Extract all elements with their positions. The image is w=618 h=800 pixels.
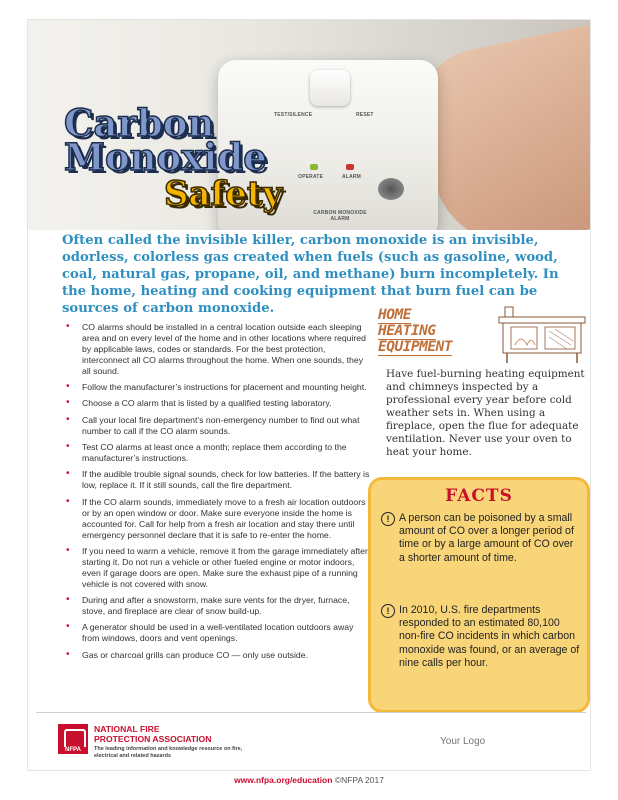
list-item-text: If the CO alarm sounds, immediately move to a fresh air location outdoors or by an open window or door. Make sure everyone inside the home is accounted for. Call for help from a fresh air location and stay there until emergency personnel declare that it is safe to re-enter the home. <box>82 496 366 540</box>
home-heating-logo-line: HEATING <box>378 323 436 339</box>
device-label-operate: OPERATE <box>298 174 324 180</box>
bullet-icon: • <box>66 413 70 425</box>
hero-banner <box>28 20 590 230</box>
footer-divider <box>36 712 586 713</box>
device-label-model: CARBON MONOXIDE ALARM <box>313 210 367 222</box>
title-safety: Safety <box>164 174 283 214</box>
list-item-text: If you need to warm a vehicle, remove it from the garage immediately after starting it. Do not run a vehicle or other fueled engine or motor indoors, even if garage doors are open. Make sure the exhaust pipe of a running vehicle is not covered with snow. <box>82 545 368 589</box>
your-logo-placeholder: Your Logo <box>440 736 486 747</box>
list-item <box>60 595 370 617</box>
exclamation-icon: ! <box>381 604 395 618</box>
bullet-icon: • <box>66 544 70 556</box>
fact-item <box>381 604 581 670</box>
list-item-text: Choose a CO alarm that is listed by a qualified testing laboratory. <box>82 398 332 409</box>
operate-led-icon <box>310 164 318 170</box>
bullet-icon: • <box>66 321 70 332</box>
fact-text: A person can be poisoned by a small amount of CO over a longer period of time or by a large amount of CO over a shorter amount of time. <box>399 512 574 564</box>
list-item <box>60 398 370 409</box>
bullet-icon: • <box>66 594 70 606</box>
list-item-text: A generator should be used in a well-ventilated location outdoors away from windows, doors and vent openings. <box>82 622 354 644</box>
bullet-icon: • <box>66 441 70 453</box>
bullet-icon: • <box>66 397 70 409</box>
list-item <box>60 622 370 644</box>
list-item <box>60 469 370 491</box>
nfpa-logo-frame-icon <box>64 729 86 747</box>
home-heating-text: Have fuel-burning heating equipment and chimneys inspected by a professional every year before cold weather sets in. When using a fireplace, open the flue for adequate ventilation. Never use your oven to heat your home. <box>386 368 585 458</box>
facts-title: FACTS <box>445 486 513 506</box>
device-label-test: TEST/SILENCE <box>274 112 313 118</box>
list-item <box>60 546 370 590</box>
speaker-grille-icon <box>378 178 404 200</box>
organization-name-line: NATIONAL FIRE <box>94 724 160 734</box>
list-item-text: Test CO alarms at least once a month; replace them according to the manufacturer’s instructions. <box>82 442 347 464</box>
footer-credits <box>0 775 618 785</box>
device-label-alarm: ALARM <box>342 174 362 180</box>
list-item <box>60 322 370 377</box>
organization-tagline: The leading information and knowledge resource on fire, electrical and related hazards <box>94 746 243 759</box>
list-item <box>60 382 370 393</box>
organization-name <box>94 724 211 744</box>
test-button-graphic <box>310 70 350 106</box>
title-monoxide: Monoxide <box>64 135 267 179</box>
page-title <box>64 101 283 214</box>
home-heating-logo-line: HOME <box>378 307 411 323</box>
list-item <box>60 442 370 464</box>
organization-name-line: PROTECTION ASSOCIATION <box>94 734 212 744</box>
nfpa-logo <box>58 724 88 754</box>
list-item <box>60 650 370 661</box>
bullet-icon: • <box>66 621 70 633</box>
fact-item <box>381 512 581 565</box>
list-item-text: During and after a snowstorm, make sure vents for the dryer, furnace, stove, and fireplace are clear of snow build-up. <box>82 595 350 616</box>
copyright: ©NFPA 2017 <box>334 775 384 785</box>
nfpa-badge-label: NFPA <box>65 747 81 753</box>
safety-tips-list <box>60 322 370 666</box>
facts-box <box>368 477 590 713</box>
alarm-led-icon <box>346 164 354 170</box>
list-item-text: CO alarms should be installed in a central location outside each sleeping area and on every level of the home and in other locations where required by applicable laws, codes or standards. For the best protection, interconnect all CO alarms throughout the home. When one sounds, they all sound. <box>82 322 366 376</box>
intro-paragraph: Often called the invisible killer, carbon monoxide is an invisible, odorless, colorless gas created when fuels (such as gasoline, wood, coal, natural gas, propane, oil, and methane) burn incompletely. In the home, heating and cooking equipment that burn fuel can be sources of carbon monoxide. <box>62 233 559 316</box>
list-item-text: Call your local fire department’s non-emergency number to find out what number to call if the CO alarm sounds. <box>82 414 360 436</box>
bullet-icon: • <box>66 648 70 660</box>
list-item-text: If the audible trouble signal sounds, check for low batteries. If the battery is low, replace it. If it still sounds, call the fire department. <box>82 469 370 491</box>
list-item <box>60 415 370 437</box>
fact-text: In 2010, U.S. fire departments responded to an estimated 80,100 non-fire CO incidents in which carbon monoxide was found, or an average of nine calls per hour. <box>399 604 580 669</box>
wood-stove-icon <box>497 305 587 365</box>
list-item <box>60 497 370 541</box>
website-link[interactable]: www.nfpa.org/education <box>234 775 333 785</box>
list-item-text: Follow the manufacturer’s instructions for placement and mounting height. <box>82 382 367 393</box>
bullet-icon: • <box>66 381 70 393</box>
bullet-icon: • <box>66 468 70 480</box>
title-carbon: Carbon <box>64 101 215 145</box>
bullet-icon: • <box>66 495 70 507</box>
list-item-text: Gas or charcoal grills can produce CO — only use outside. <box>82 649 308 660</box>
home-heating-logo-line: EQUIPMENT <box>378 339 453 355</box>
device-label-reset: RESET <box>356 112 374 118</box>
home-heating-logo <box>378 308 496 356</box>
exclamation-icon: ! <box>381 512 395 526</box>
